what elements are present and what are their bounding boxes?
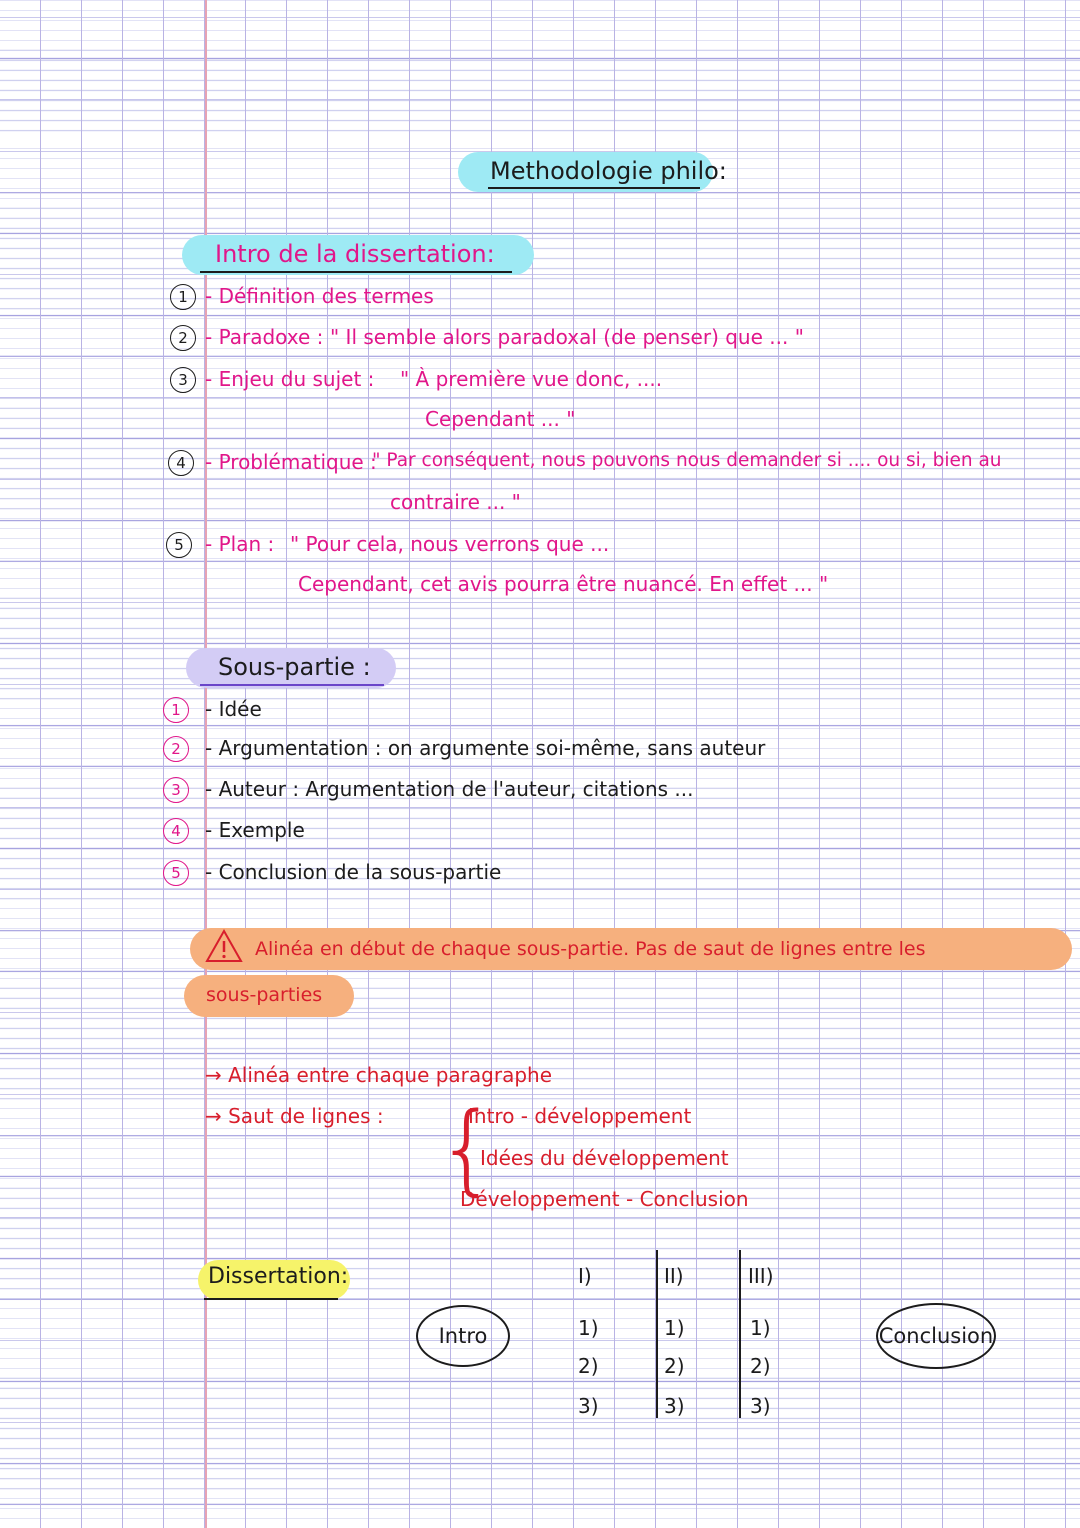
- intro-item-enjeu-text: " À première vue donc, ....: [400, 367, 663, 391]
- sous-partie-number-1: 1: [163, 697, 189, 723]
- sous-partie-item-idee: - Idée: [205, 697, 262, 721]
- intro-number-4: 4: [168, 450, 194, 476]
- intro-item-problematique-cont: contraire ... ": [390, 490, 521, 514]
- page-title: Methodologie philo:: [490, 157, 727, 185]
- intro-item-definition: - Définition des termes: [205, 284, 434, 308]
- intro-item-problematique-label: - Problématique :: [205, 450, 377, 474]
- sous-partie-item-exemple: - Exemple: [205, 818, 305, 842]
- part-3-sub-1: 1): [750, 1316, 771, 1340]
- sous-partie-number-3: 3: [163, 777, 189, 803]
- intro-heading-underline: [200, 271, 512, 273]
- rule-alinea: → Alinéa entre chaque paragraphe: [205, 1063, 553, 1087]
- brace-item-3: Développement - Conclusion: [460, 1187, 749, 1211]
- intro-number-3: 3: [170, 367, 196, 393]
- dissertation-heading: Dissertation:: [208, 1264, 349, 1289]
- intro-item-plan-cont: Cependant, cet avis pourra être nuancé. En effet ... ": [298, 572, 829, 596]
- part-1-sub-2: 2): [578, 1354, 599, 1378]
- intro-item-enjeu-label: - Enjeu du sujet :: [205, 367, 375, 391]
- intro-item-enjeu-cont: Cependant ... ": [425, 407, 576, 431]
- warning-text-line2: sous-parties: [206, 984, 323, 1006]
- sous-partie-item-argumentation: - Argumentation : on argumente soi-même, sans auteur: [205, 736, 766, 760]
- intro-oval-label: Intro: [438, 1324, 488, 1348]
- sous-partie-number-2: 2: [163, 736, 189, 762]
- brace-item-1: Intro - développement: [468, 1104, 692, 1128]
- conclusion-oval: [876, 1303, 996, 1369]
- part-2-sub-3: 3): [664, 1394, 685, 1418]
- part-2-sub-2: 2): [664, 1354, 685, 1378]
- dissertation-heading-underline: [204, 1298, 338, 1300]
- intro-item-problematique-text: " Par conséquent, nous pouvons nous demander si .... ou si, bien au: [372, 450, 1002, 471]
- warning-triangle-icon: [204, 928, 244, 964]
- title-underline: [488, 187, 700, 189]
- intro-item-plan-text: " Pour cela, nous verrons que ...: [290, 532, 610, 556]
- sous-partie-item-auteur: - Auteur : Argumentation de l'auteur, citations ...: [205, 777, 694, 801]
- warning-text-line1: Alinéa en début de chaque sous-partie. Pas de saut de lignes entre les: [255, 938, 926, 960]
- sous-partie-item-conclusion: - Conclusion de la sous-partie: [205, 860, 502, 884]
- part-3-sub-2: 2): [750, 1354, 771, 1378]
- rule-saut-de-lignes: → Saut de lignes :: [205, 1104, 384, 1128]
- sous-partie-heading: Sous-partie :: [218, 653, 371, 681]
- brace-item-2: Idées du développement: [480, 1146, 729, 1170]
- intro-item-paradoxe-text: " Il semble alors paradoxal (de penser) que ... ": [330, 325, 804, 349]
- intro-heading: Intro de la dissertation:: [215, 240, 495, 268]
- intro-number-5: 5: [166, 532, 192, 558]
- part-3-label: III): [748, 1264, 774, 1288]
- intro-item-paradoxe-label: - Paradoxe :: [205, 325, 324, 349]
- plan-divider-1: [656, 1250, 658, 1418]
- intro-number-1: 1: [170, 284, 196, 310]
- sous-partie-number-4: 4: [163, 818, 189, 844]
- part-2-sub-1: 1): [664, 1316, 685, 1340]
- intro-number-2: 2: [170, 325, 196, 351]
- part-1-label: I): [578, 1264, 592, 1288]
- sous-partie-heading-underline: [200, 684, 384, 686]
- intro-item-plan-label: - Plan :: [205, 532, 275, 556]
- part-1-sub-1: 1): [578, 1316, 599, 1340]
- part-3-sub-3: 3): [750, 1394, 771, 1418]
- intro-oval: [416, 1305, 510, 1367]
- brace-icon: {: [436, 1092, 499, 1206]
- plan-divider-2: [739, 1250, 741, 1418]
- part-1-sub-3: 3): [578, 1394, 599, 1418]
- conclusion-oval-label: Conclusion: [878, 1324, 994, 1348]
- sous-partie-number-5: 5: [163, 860, 189, 886]
- part-2-label: II): [664, 1264, 684, 1288]
